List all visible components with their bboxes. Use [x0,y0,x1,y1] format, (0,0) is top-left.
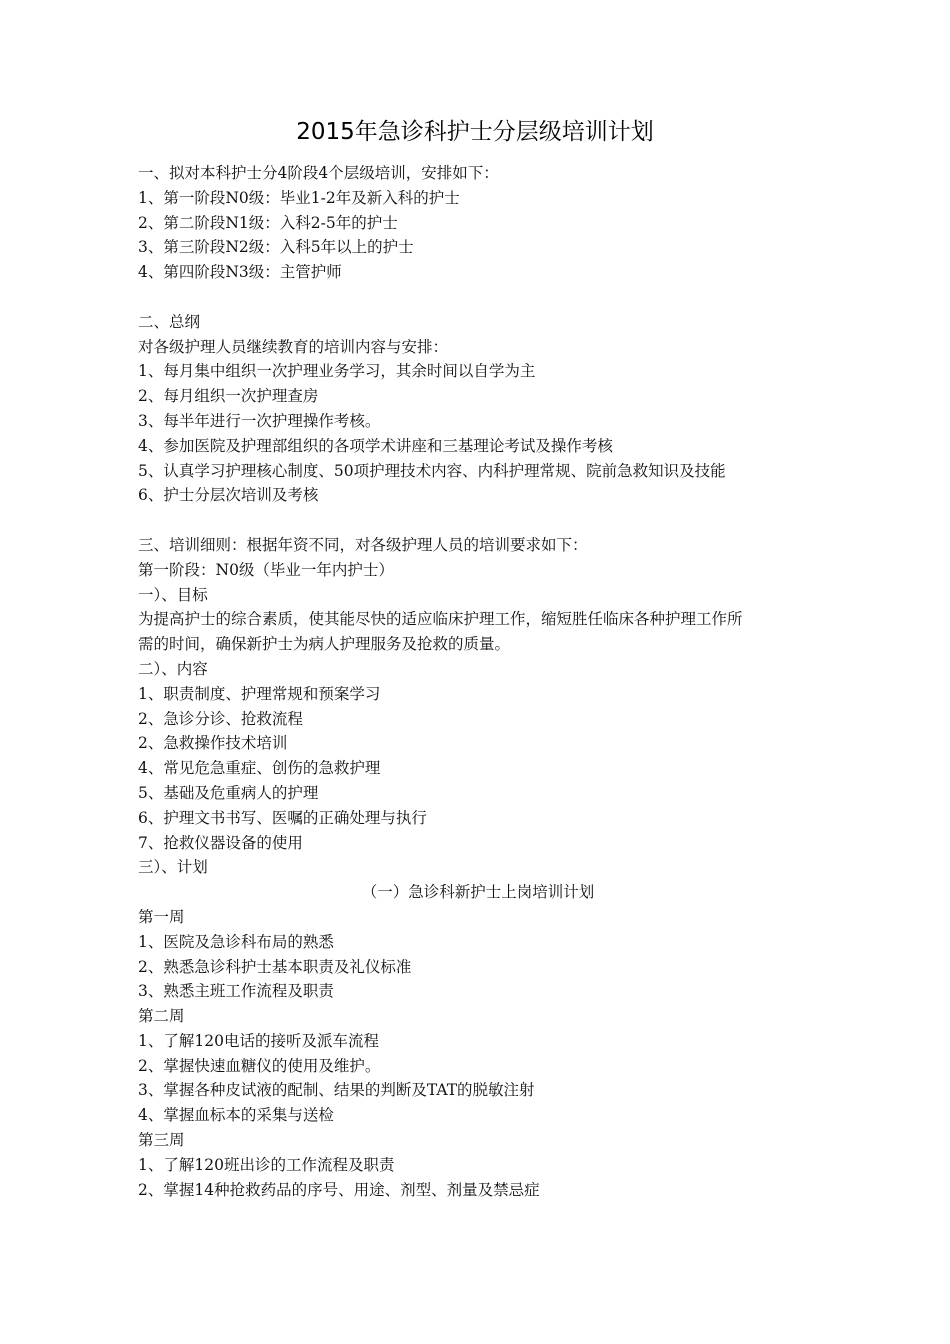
list-item: 4、掌握血标本的采集与送检 [138,1106,334,1125]
list-item: 1、第一阶段N0级：毕业1-2年及新入科的护士 [138,188,460,207]
list-item: 2、掌握14种抢救药品的序号、用途、剂型、剂量及禁忌症 [138,1180,540,1199]
section-heading: 二、总纲 [138,312,201,331]
list-item: 2、急诊分诊、抢救流程 [138,709,303,728]
list-item: 5、基础及危重病人的护理 [138,783,319,802]
paragraph-line: 需的时间，确保新护士为病人护理服务及抢救的质量。 [138,635,511,654]
list-item: 1、职责制度、护理常规和预案学习 [138,684,381,703]
list-item: 4、第四阶段N3级：主管护师 [138,263,342,282]
list-item: 4、常见危急重症、创伤的急救护理 [138,759,381,778]
list-item: 3、熟悉主班工作流程及职责 [138,982,334,1001]
list-item: 5、认真学习护理核心制度、50项护理技术内容、内科护理常规、院前急救知识及技能 [138,461,726,480]
paragraph-line: 为提高护士的综合素质，使其能尽快的适应临床护理工作，缩短胜任临床各种护理工作所 [138,610,743,629]
document-body [138,161,818,1202]
week-heading: 第三周 [138,1131,185,1150]
list-item: 2、每月组织一次护理查房 [138,387,319,406]
list-item: 2、急救操作技术培训 [138,734,288,753]
text-line: 一、拟对本科护士分4阶段4个层级培训，安排如下： [138,164,499,182]
list-item: 7、抢救仪器设备的使用 [138,833,303,852]
section-heading: 三、培训细则：根据年资不同，对各级护理人员的培训要求如下： [138,535,588,554]
list-item: 1、每月集中组织一次护理业务学习，其余时间以自学为主 [138,362,536,381]
list-item: 3、掌握各种皮试液的配制、结果的判断及TAT的脱敏注射 [138,1081,535,1100]
list-item: 2、掌握快速血糖仪的使用及维护。 [138,1056,381,1075]
document-title: 2015年急诊科护士分层级培训计划 [296,119,654,145]
list-item: 1、了解120电话的接听及派车流程 [138,1031,379,1050]
subsection-heading: 三）、计划 [138,858,208,877]
week-heading: 第一周 [138,907,185,926]
blank-line [138,508,818,533]
list-item: 6、护士分层次培训及考核 [138,486,319,505]
stage-heading: 第一阶段：N0级（毕业一年内护士） [138,560,394,579]
text-line: 对各级护理人员继续教育的培训内容与安排： [138,337,449,356]
blank-line [138,285,818,310]
plan-heading: （一）急诊科新护士上岗培训计划 [361,883,595,902]
list-item: 3、每半年进行一次护理操作考核。 [138,411,381,430]
subsection-heading: 一）、目标 [138,585,208,604]
list-item: 1、了解120班出诊的工作流程及职责 [138,1155,395,1174]
list-item: 6、护理文书书写、医嘱的正确处理与执行 [138,808,427,827]
list-item: 4、参加医院及护理部组织的各项学术讲座和三基理论考试及操作考核 [138,436,613,455]
subsection-heading: 二）、内容 [138,659,208,678]
week-heading: 第二周 [138,1007,185,1026]
list-item: 3、第三阶段N2级：入科5年以上的护士 [138,238,414,257]
list-item: 2、熟悉急诊科护士基本职责及礼仪标准 [138,957,412,976]
list-item: 1、医院及急诊科布局的熟悉 [138,932,334,951]
list-item: 2、第二阶段N1级：入科2-5年的护士 [138,213,398,232]
